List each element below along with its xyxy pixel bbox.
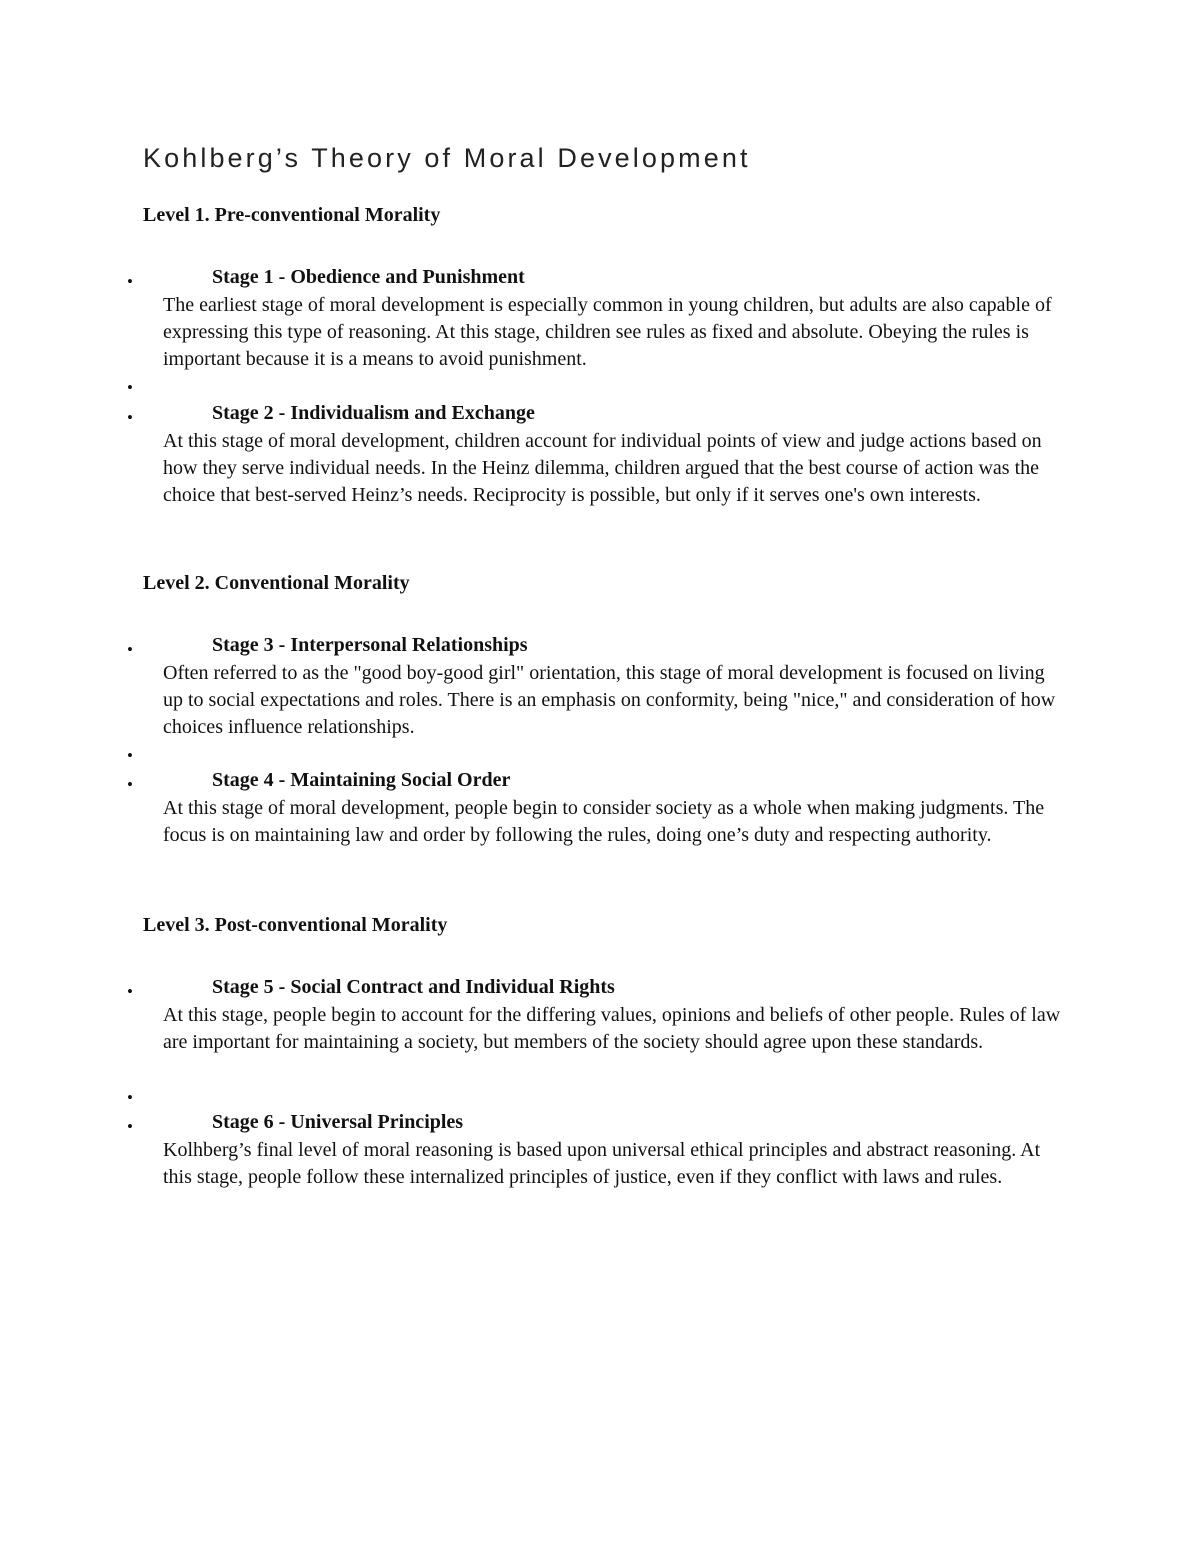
stage-2-description: At this stage of moral development, children account for individual points of view and judge actions based on how they serve individual needs. In the Heinz dilemma, children argued that the best course of action was the choice that best-served Heinz’s needs. Reciprocity is possible, but only if it serves one's own interests. (163, 430, 1042, 506)
stage-6-description: Kolhberg’s final level of moral reasoning is based upon universal ethical principles and abstract reasoning. At this stage, people follow these internalized principles of justice, even if they conflict with laws and rules. (163, 1139, 1041, 1188)
stage-1-title: Stage 1 - Obedience and Punishment (212, 266, 525, 288)
stage-5-title: Stage 5 - Social Contract and Individual Rights (212, 976, 615, 998)
bullet-icon: • (127, 1088, 133, 1107)
level-1-heading: Level 1. Pre-conventional Morality (143, 204, 441, 226)
stage-4-description: At this stage of moral development, people begin to consider society as a whole when making judgments. The focus is on maintaining law and order by following the rules, doing one’s duty and respecting authority. (163, 797, 1045, 846)
bullet-icon: • (127, 408, 133, 427)
stage-3-title: Stage 3 - Interpersonal Relationships (212, 634, 528, 656)
stage-4-title: Stage 4 - Maintaining Social Order (212, 769, 511, 791)
stage-1-description: The earliest stage of moral development is especially common in young children, but adults are also capable of expressing this type of reasoning. At this stage, children see rules as fixed and absolute. Obeying the rules is important because it is a means to avoid punishment. (163, 294, 1052, 370)
bullet-icon: • (127, 746, 133, 765)
document-title: Kohlberg’s Theory of Moral Development (143, 143, 751, 173)
level-3-heading: Level 3. Post-conventional Morality (143, 914, 448, 936)
bullet-icon: • (127, 378, 133, 397)
level-2-heading: Level 2. Conventional Morality (143, 572, 410, 594)
stage-6-title: Stage 6 - Universal Principles (212, 1111, 464, 1133)
bullet-icon: • (127, 640, 133, 659)
stage-3-description: Often referred to as the "good boy-good girl" orientation, this stage of moral development is focused on living up to social expectations and roles. There is an emphasis on conformity, being "nice," and consideration of how choices influence relationships. (163, 662, 1056, 738)
bullet-icon: • (127, 982, 133, 1001)
bullet-icon: • (127, 775, 133, 794)
bullet-icon: • (127, 272, 133, 291)
bullet-icon: • (127, 1117, 133, 1136)
stage-5-description: At this stage, people begin to account for the differing values, opinions and beliefs of other people. Rules of law are important for maintaining a society, but members of the society should agree upon these standards. (163, 1004, 1061, 1053)
stage-2-title: Stage 2 - Individualism and Exchange (212, 402, 535, 424)
